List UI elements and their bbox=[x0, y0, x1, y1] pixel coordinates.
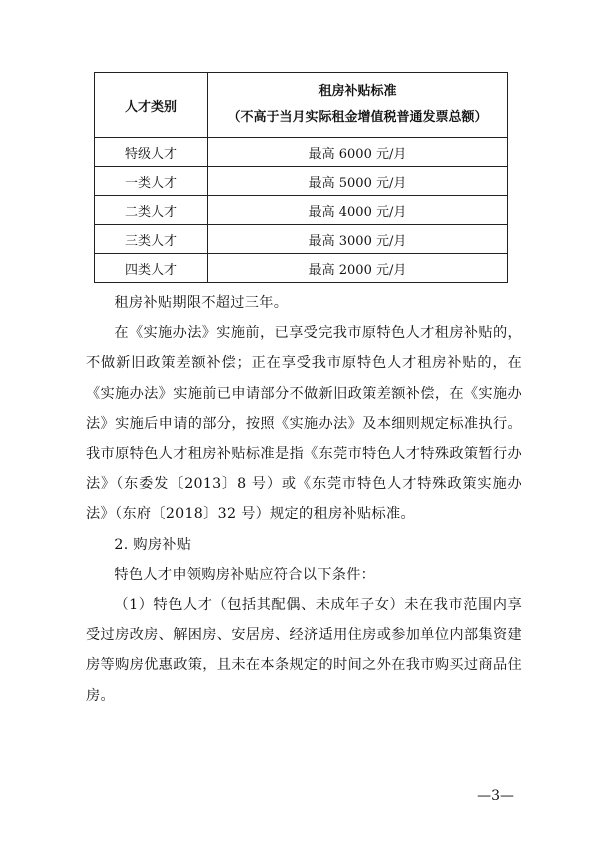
table-row bbox=[95, 167, 508, 196]
row-category: 特级人才 bbox=[95, 138, 208, 167]
row-amount: 最高 3000 元/月 bbox=[208, 225, 508, 254]
table-row bbox=[95, 196, 508, 225]
row-amount: 最高 5000 元/月 bbox=[208, 167, 508, 196]
body-text bbox=[86, 288, 522, 711]
paragraph-purchase-conditions: 特色人才申领购房补贴应符合以下条件： bbox=[114, 566, 376, 583]
section-heading-purchase-subsidy: 2. 购房补贴 bbox=[114, 536, 192, 553]
row-amount: 最高 2000 元/月 bbox=[208, 254, 508, 283]
header-standard-note: （不高于当月实际租金增值税普通发票总额） bbox=[227, 110, 488, 125]
paragraph-condition-1: （1）特色人才（包括其配偶、未成年子女）未在我市范围内享受过房改房、解困房、安居房、经济适用住房或参加单位内部集资建房等购房优惠政策，且未在本条规定的时间之外在我市购买过商品住房。 bbox=[86, 597, 522, 704]
header-category-label: 人才类别 bbox=[124, 99, 177, 115]
row-category: 四类人才 bbox=[95, 254, 208, 283]
header-talent-category bbox=[95, 73, 208, 138]
rent-subsidy-table bbox=[94, 72, 508, 283]
header-standard-title: 租房补贴标准 bbox=[318, 84, 397, 99]
row-category: 三类人才 bbox=[95, 225, 208, 254]
row-category: 一类人才 bbox=[95, 167, 208, 196]
paragraph-transition-rules: 在《实施办法》实施前，已享受完我市原特色人才租房补贴的，不做新旧政策差额补偿；正在享受我市原特色人才租房补贴的，在《实施办法》实施前已申请部分不做新旧政策差额补偿，在《实施办法》实施后申请的部分，按照《实施办法》及本细则规定标准执行。我市原特色人才租房补贴标准是指《东莞市特色人才特殊政策暂行办法》（东委发〔2013〕8 号）或《东莞市特色人才特殊政策实施办法》（东府〔2018〕32 号）规定的租房补贴标准。 bbox=[86, 325, 522, 523]
table-row bbox=[95, 138, 508, 167]
header-subsidy-standard bbox=[208, 73, 508, 138]
table-row bbox=[95, 225, 508, 254]
paragraph-rent-term: 租房补贴期限不超过三年。 bbox=[114, 295, 289, 311]
row-amount: 最高 6000 元/月 bbox=[208, 138, 508, 167]
page-number: —3— bbox=[477, 788, 514, 804]
row-amount: 最高 4000 元/月 bbox=[208, 196, 508, 225]
table-row bbox=[95, 254, 508, 283]
row-category: 二类人才 bbox=[95, 196, 208, 225]
table-header-row bbox=[95, 73, 508, 138]
